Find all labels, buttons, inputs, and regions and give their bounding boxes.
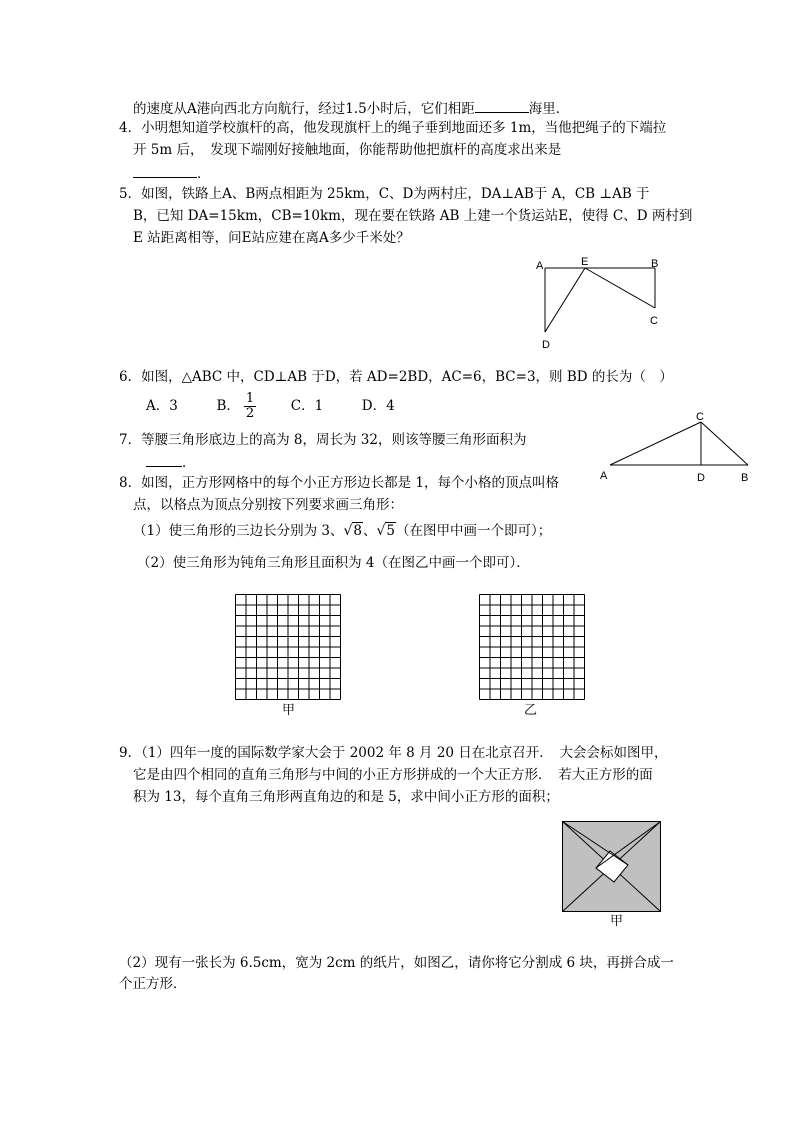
answer-blank[interactable] — [146, 452, 182, 467]
q8-part1 — [133, 522, 551, 540]
q4-period: ． — [197, 166, 211, 182]
q5-line3: E 站距离相等，问E站应建在离A多少千米处？ — [133, 230, 410, 246]
answer-blank[interactable] — [475, 98, 529, 113]
figure-caption-jia: 甲 — [610, 914, 624, 929]
q8-part1-text-end: （在图甲中画一个即可）； — [396, 523, 552, 539]
q9-part2-line2: 个正方形． — [119, 976, 187, 992]
label-C: C — [650, 315, 658, 327]
q8-line2: 点，以格点为顶点分别按下列要求画三角形： — [133, 497, 403, 513]
grid-yi[interactable] — [479, 594, 585, 700]
fraction-denominator: 2 — [245, 406, 255, 421]
option-b[interactable] — [216, 391, 260, 421]
grid-jia[interactable] — [235, 594, 341, 700]
sqrt-8: √8 — [343, 523, 362, 539]
q9-line3: 积为 13，每个直角三角形两直角边的和是 5，求中间小正方形的面积； — [133, 789, 559, 805]
q6-options — [146, 391, 395, 421]
q5-line2: B，已知 DA=15km，CB=10km，现在要在铁路 AB 上建一个货运站E，使得 C、D 两村到 — [133, 208, 693, 224]
option-b-label: B． — [216, 398, 240, 414]
q6-line: 6．如图，△ABC 中，CD⊥AB 于D，若 AD=2BD，AC=6，BC=3，则 BD 的长为（ ） — [119, 369, 673, 385]
sqrt-5-value: 5 — [386, 523, 396, 539]
separator: 、 — [363, 523, 377, 539]
label-D: D — [697, 472, 705, 484]
q3-continuation — [133, 98, 569, 118]
label-C: C — [696, 411, 704, 423]
q7-period: ． — [182, 455, 196, 471]
q5-line1: 5．如图，铁路上A、B两点相距为 25km，C、D为两村庄，DA⊥AB于 A，CB ⊥AB 于 — [119, 186, 650, 202]
label-A: A — [536, 260, 544, 272]
q9-line1: 9．（1）四年一度的国际数学家大会于 2002 年 8 月 20 日在北京召开． 大会会标如图甲， — [119, 745, 668, 761]
label-A: A — [600, 470, 608, 482]
sqrt-5: √5 — [376, 523, 396, 539]
q4-line2: 开 5m 后， 发现下端刚好接触地面，你能帮助他把旗杆的高度求出来是 — [133, 142, 562, 158]
q3-text-end: 海里． — [528, 101, 570, 117]
grid-caption-jia: 甲 — [282, 703, 296, 718]
label-B: B — [741, 472, 749, 484]
q8-line1: 8．如图，正方形网格中的每个小正方形边长都是 1，每个小格的顶点叫格 — [119, 475, 559, 491]
option-a[interactable]: A．3 — [146, 398, 178, 414]
figure-railway — [530, 255, 670, 355]
q8-part2: （2）使三角形为钝角三角形且面积为 4（在图乙中画一个即可）． — [137, 555, 530, 571]
q7-line2 — [146, 452, 196, 472]
option-d[interactable]: D．4 — [361, 398, 395, 414]
fraction — [244, 392, 256, 421]
answer-blank[interactable] — [133, 163, 197, 178]
q9-part2-line1: （2）现有一张长为 6.5cm，宽为 2cm 的纸片，如图乙，请你将它分割成 6 块，再拼合成一 — [119, 955, 674, 971]
q7-line1: 7．等腰三角形底边上的高为 8，周长为 32，则该等腰三角形面积为 — [119, 432, 527, 448]
q3-text: 的速度从A港向西北方向航行，经过1.5小时后，它们相距 — [133, 101, 475, 117]
label-B: B — [651, 258, 659, 270]
option-c[interactable]: C．1 — [290, 398, 324, 414]
q9-line2: 它是由四个相同的直角三角形与中间的小正方形拼成的一个大正方形． 若大正方形的面 — [133, 767, 653, 783]
sqrt-8-value: 8 — [353, 523, 362, 539]
label-E: E — [581, 256, 589, 268]
q4-line3 — [133, 163, 211, 183]
q8-part1-text: （1）使三角形的三边长分别为 3、 — [133, 523, 344, 539]
grid-caption-yi: 乙 — [524, 703, 538, 718]
label-D: D — [542, 339, 550, 351]
fraction-numerator: 1 — [245, 391, 255, 406]
figure-triangle-abc — [598, 408, 758, 483]
figure-congress-logo — [562, 821, 662, 913]
q4-line1: 4．小明想知道学校旗杆的高，他发现旗杆上的绳子垂到地面还多 1m，当他把绳子的下端拉 — [119, 120, 667, 136]
